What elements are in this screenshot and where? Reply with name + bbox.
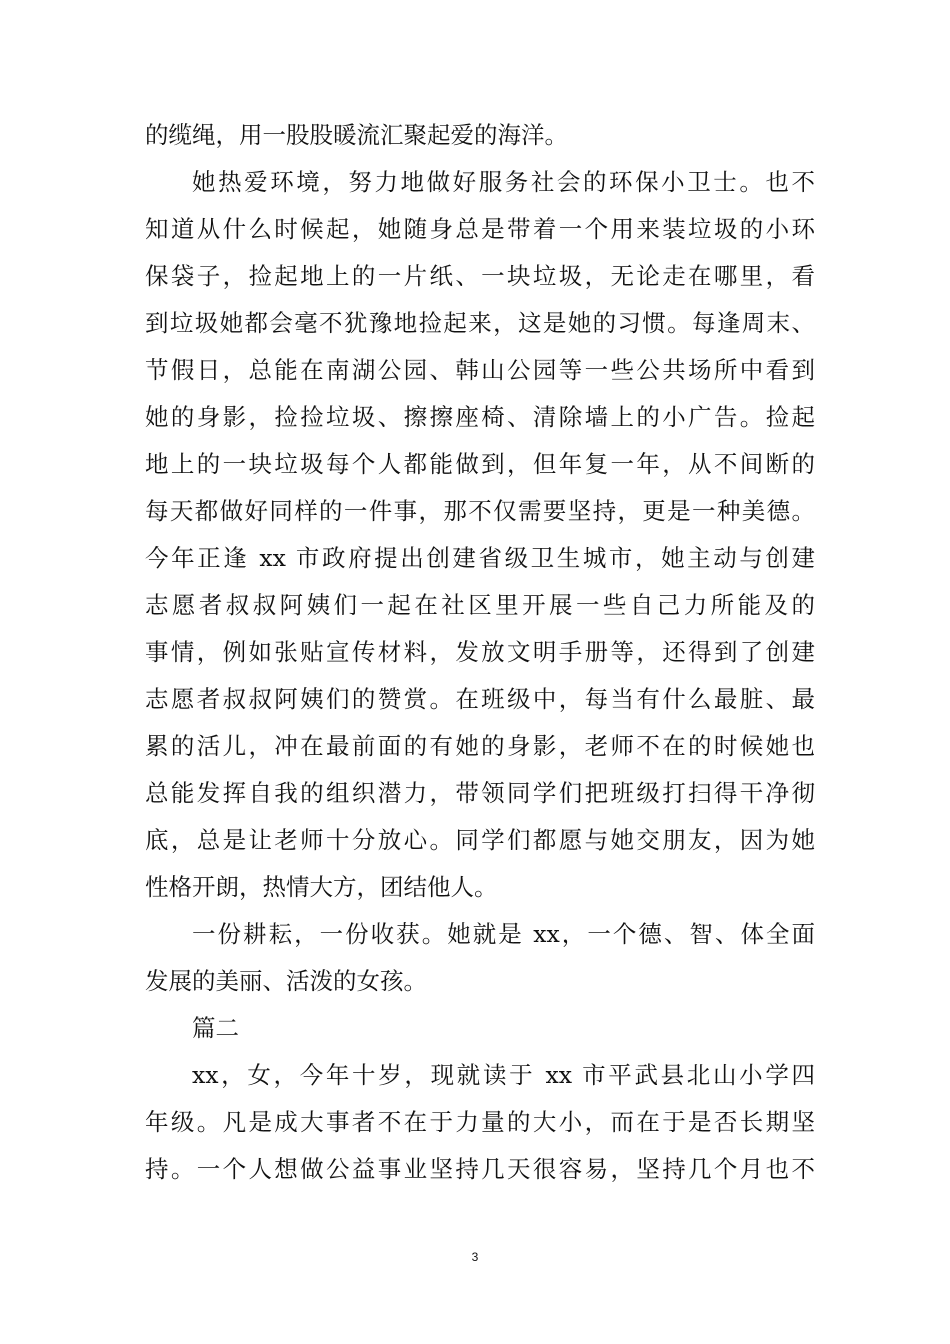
text-line: 一份耕耘，一份收获。她就是 xx，一个德、智、体全面 bbox=[192, 920, 815, 948]
text-line: 性格开朗，热情大方，团结他人。 bbox=[145, 873, 498, 901]
text-line: 事情，例如张贴宣传材料，发放文明手册等，还得到了创建 bbox=[145, 638, 815, 666]
body-text bbox=[145, 112, 815, 1193]
text-line: 今年正逢 xx 市政府提出创建省级卫生城市，她主动与创建 bbox=[145, 544, 815, 572]
text-line: 每天都做好同样的一件事，那不仅需要坚持，更是一种美德。 bbox=[145, 497, 815, 525]
text-line: 的缆绳，用一股股暖流汇聚起爱的海洋。 bbox=[145, 121, 568, 149]
page-number: 3 bbox=[471, 1250, 479, 1264]
text-line: 发展的美丽、活泼的女孩。 bbox=[145, 967, 427, 995]
text-line: 她热爱环境，努力地做好服务社会的环保小卫士。也不 bbox=[192, 168, 815, 196]
text-line: 保袋子，捡起地上的一片纸、一块垃圾，无论走在哪里，看 bbox=[145, 262, 815, 290]
text-line: 持。一个人想做公益事业坚持几天很容易，坚持几个月也不 bbox=[145, 1155, 815, 1183]
text-line: 她的身影，捡捡垃圾、擦擦座椅、清除墙上的小广告。捡起 bbox=[145, 403, 815, 431]
text-line: 志愿者叔叔阿姨们一起在社区里开展一些自己力所能及的 bbox=[145, 591, 815, 619]
text-line: 底，总是让老师十分放心。同学们都愿与她交朋友，因为她 bbox=[145, 826, 815, 854]
text-line: 知道从什么时候起，她随身总是带着一个用来装垃圾的小环 bbox=[145, 215, 815, 243]
text-line: 年级。凡是成大事者不在于力量的大小，而在于是否长期坚 bbox=[145, 1108, 815, 1136]
text-line: xx，女，今年十岁，现就读于 xx 市平武县北山小学四 bbox=[192, 1061, 815, 1089]
text-line: 篇二 bbox=[192, 1014, 239, 1042]
text-line: 累的活儿，冲在最前面的有她的身影，老师不在的时候她也 bbox=[145, 732, 815, 760]
text-line: 地上的一块垃圾每个人都能做到，但年复一年，从不间断的 bbox=[145, 450, 815, 478]
text-line: 志愿者叔叔阿姨们的赞赏。在班级中，每当有什么最脏、最 bbox=[145, 685, 815, 713]
text-line: 到垃圾她都会毫不犹豫地捡起来，这是她的习惯。每逢周末、 bbox=[145, 309, 815, 337]
text-line: 节假日，总能在南湖公园、韩山公园等一些公共场所中看到 bbox=[145, 356, 815, 384]
text-line: 总能发挥自我的组织潜力，带领同学们把班级打扫得干净彻 bbox=[145, 779, 815, 807]
